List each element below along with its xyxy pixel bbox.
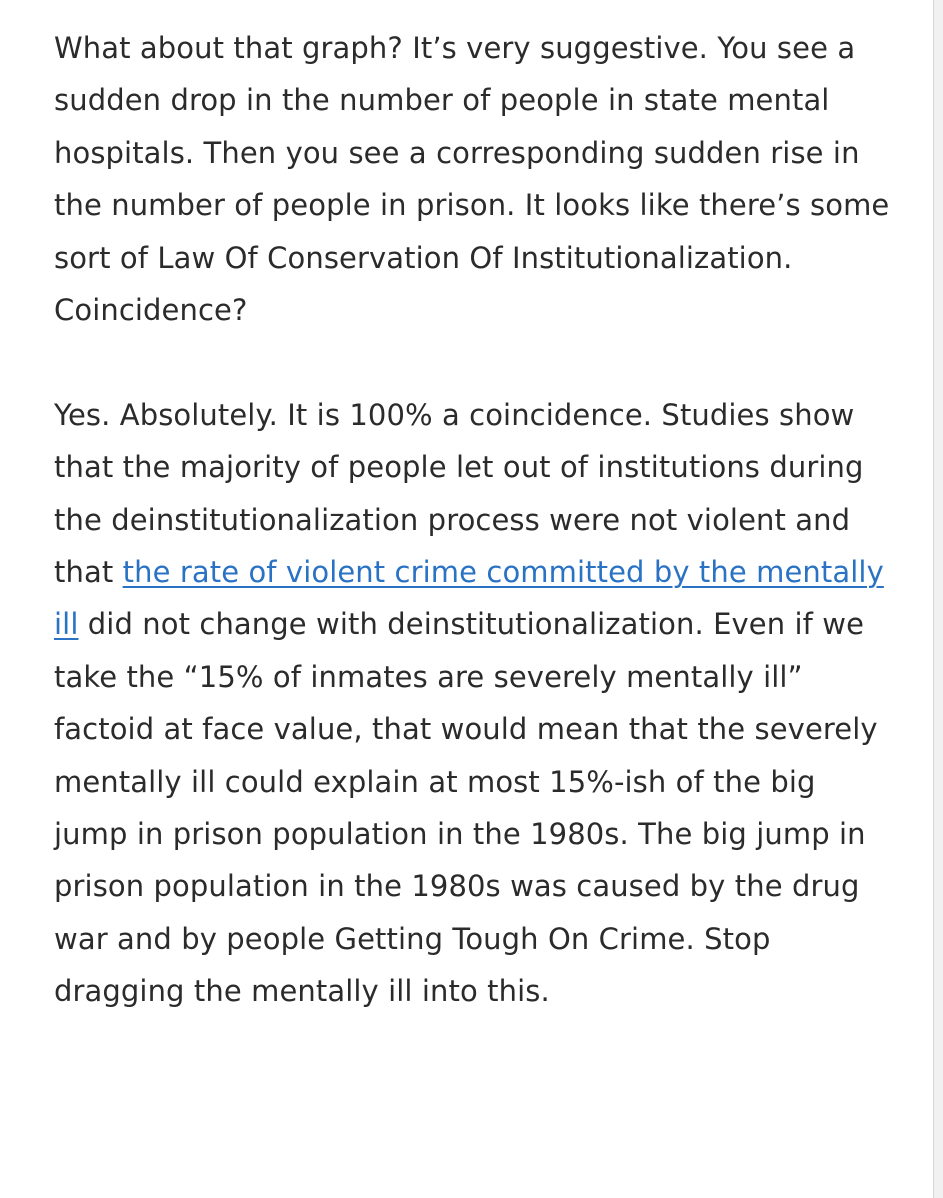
paragraph-1-text: What about that graph? It’s very suggestive. You see a sudden drop in the number of people in state mental hospitals. Then you see a corresponding sudden rise in the number of people in prison. It looks like there’s some sort of Law Of Conservation Of Institutionalization. Coincidence? — [54, 31, 890, 328]
scrollbar-track[interactable] — [933, 0, 943, 1198]
violent-crime-rate-link[interactable]: the rate of violent crime committed by the mentally ill — [54, 555, 884, 642]
paragraph-2-text-after-link: did not change with deinstitutionalization. Even if we take the “15% of inmates are severely mentally ill” factoid at face value, that would mean that the severely mentally ill could explain at most 15%-ish of the big jump in prison population in the 1980s. The big jump in prison population in the 1980s was caused by the drug war and by people Getting Tough On Crime. Stop dragging the mentally ill into this. — [54, 607, 878, 1009]
paragraph-graph-question — [54, 22, 894, 336]
paragraph-2-text-before-link: Yes. Absolutely. It is 100% a coincidence. Studies show that the majority of people let out of institutions during the deinstitutionalization process were not violent and that — [54, 397, 864, 590]
paragraph-coincidence-answer — [54, 389, 894, 1018]
article-body — [54, 22, 894, 1018]
